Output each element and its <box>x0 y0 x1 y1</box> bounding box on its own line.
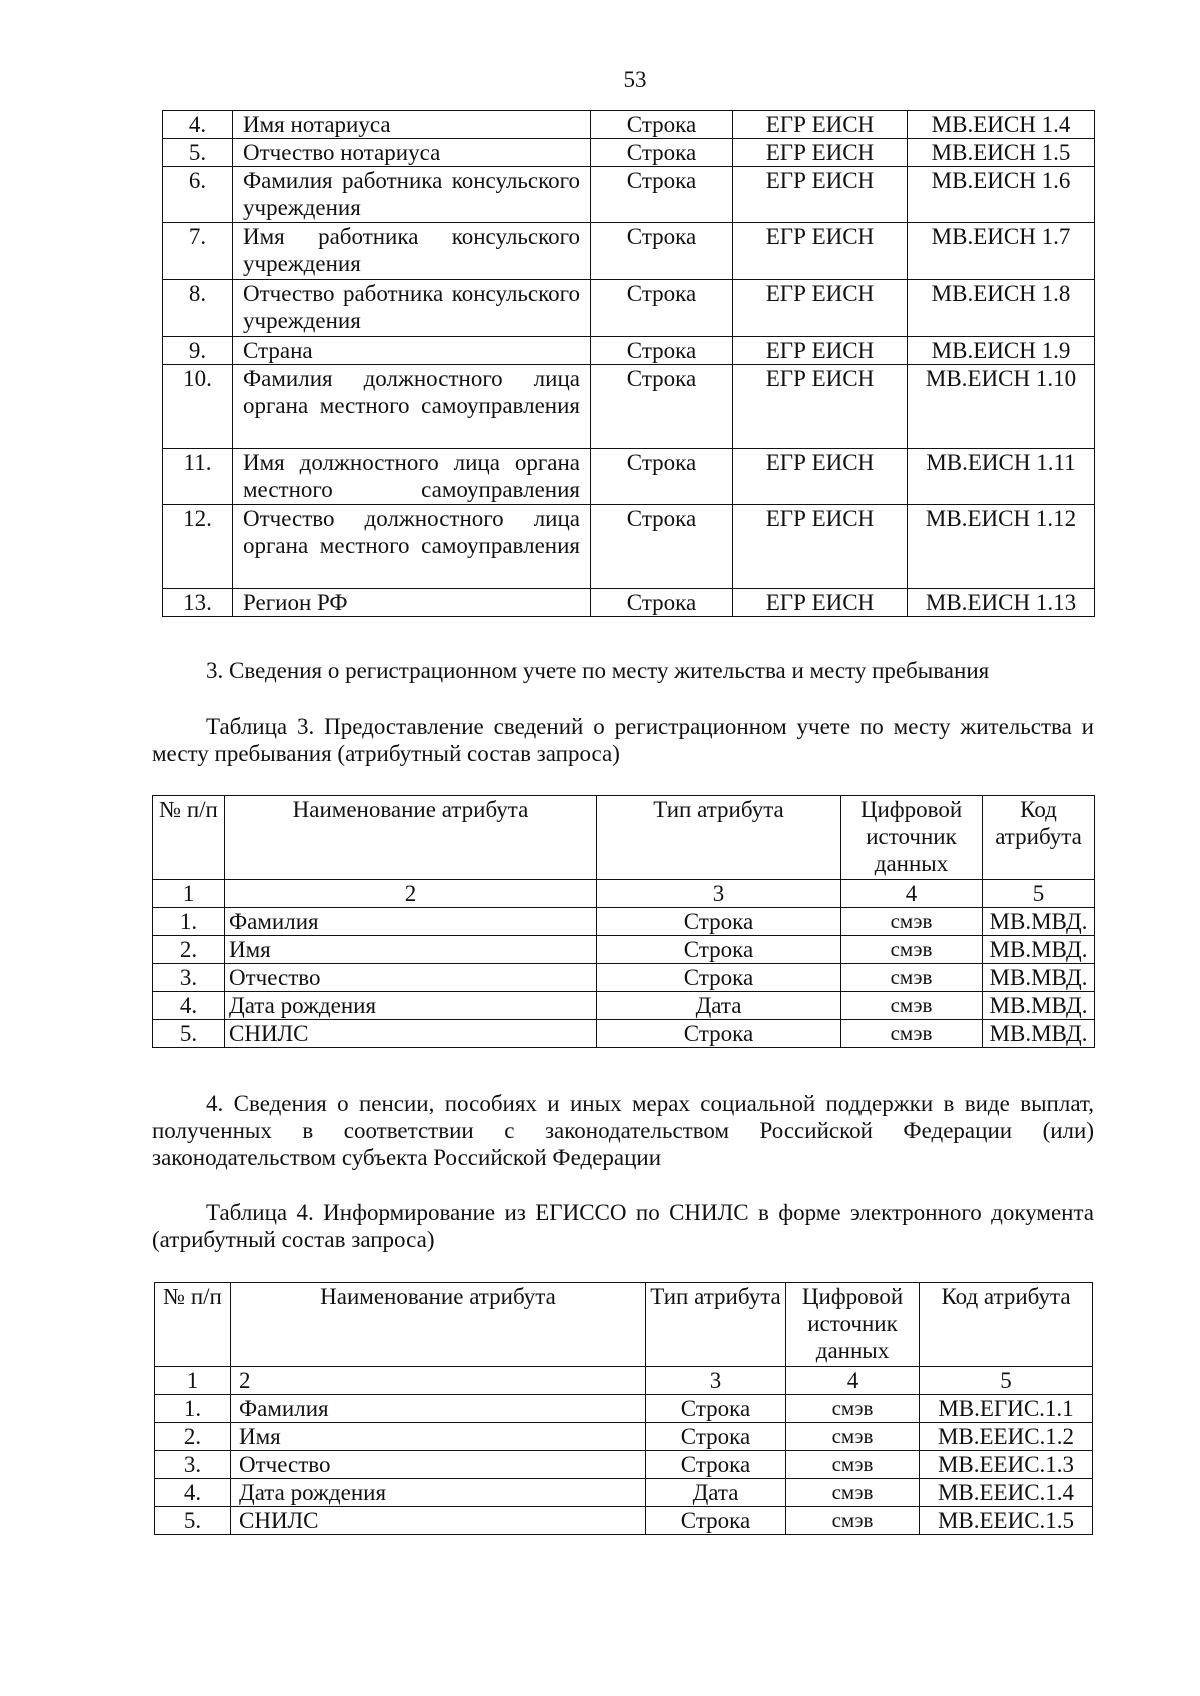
attribute-code: МВ.ЕИСН 1.8 <box>908 280 1095 337</box>
row-number: 8. <box>163 280 233 337</box>
attribute-code: МВ.МВД. <box>983 908 1095 936</box>
attribute-name: Отчество <box>225 964 597 992</box>
attribute-code: МВ.ЕИСН 1.7 <box>908 223 1095 280</box>
attribute-name: Регион РФ <box>233 589 591 617</box>
table-row <box>163 139 1095 167</box>
data-source: смэв <box>786 1423 920 1451</box>
attribute-name: Фамилия <box>231 1395 646 1423</box>
data-source: ЕГР ЕИСН <box>733 167 908 223</box>
column-number: 4 <box>786 1367 920 1395</box>
row-number: 7. <box>163 223 233 280</box>
attribute-table-continued <box>162 110 1095 617</box>
data-source: ЕГР ЕИСН <box>733 505 908 589</box>
header-code: Код атрибута <box>920 1283 1093 1367</box>
attribute-name: Имя должностного лица органа местного самоуправления <box>233 449 591 505</box>
table-4-caption: Таблица 4. Информирование из ЕГИССО по СНИЛС в форме электронного документа (атрибутный состав запроса) <box>152 1200 1094 1252</box>
header-type: Тип атрибута <box>646 1283 786 1367</box>
data-source: смэв <box>786 1395 920 1423</box>
attribute-code: МВ.ЕИСН 1.13 <box>908 589 1095 617</box>
data-source: ЕГР ЕИСН <box>733 111 908 139</box>
row-number: 3. <box>153 964 225 992</box>
row-number: 13. <box>163 589 233 617</box>
attribute-type: Строка <box>591 280 733 337</box>
row-number: 12. <box>163 505 233 589</box>
table-row <box>163 167 1095 223</box>
header-number: № п/п <box>155 1283 231 1367</box>
section-3-heading: 3. Сведения о регистрационном учете по месту жительства и месту пребывания <box>206 658 990 683</box>
row-number: 9. <box>163 337 233 365</box>
row-number: 4. <box>155 1479 231 1507</box>
data-source: смэв <box>841 1020 983 1048</box>
table-row <box>155 1451 1093 1479</box>
page-number: 53 <box>623 67 647 92</box>
table-row <box>163 505 1095 589</box>
attribute-name: Дата рождения <box>225 992 597 1020</box>
attribute-type: Строка <box>591 505 733 589</box>
table-row <box>155 1479 1093 1507</box>
table-row <box>163 223 1095 280</box>
row-number: 4. <box>153 992 225 1020</box>
data-source: смэв <box>841 908 983 936</box>
table-row <box>153 992 1095 1020</box>
table-4 <box>154 1282 1093 1535</box>
column-number: 4 <box>841 880 983 908</box>
table-row <box>155 1395 1093 1423</box>
table-row <box>163 589 1095 617</box>
column-number: 1 <box>153 880 225 908</box>
table-header-row <box>153 796 1095 880</box>
row-number: 3. <box>155 1451 231 1479</box>
row-number: 5. <box>155 1507 231 1535</box>
header-name: Наименование атрибута <box>231 1283 646 1367</box>
data-source: смэв <box>786 1479 920 1507</box>
attribute-code: МВ.ЕЕИС.1.3 <box>920 1451 1093 1479</box>
attribute-type: Дата <box>597 992 841 1020</box>
attribute-code: МВ.МВД. <box>983 964 1095 992</box>
column-number: 2 <box>225 880 597 908</box>
attribute-type: Строка <box>591 167 733 223</box>
table-row <box>153 908 1095 936</box>
attribute-type: Дата <box>646 1479 786 1507</box>
row-number: 2. <box>155 1423 231 1451</box>
column-number: 5 <box>920 1367 1093 1395</box>
table-row <box>153 936 1095 964</box>
attribute-name: Дата рождения <box>231 1479 646 1507</box>
column-number: 5 <box>983 880 1095 908</box>
header-type: Тип атрибута <box>597 796 841 880</box>
attribute-code: МВ.ЕЕИС.1.4 <box>920 1479 1093 1507</box>
column-number: 3 <box>597 880 841 908</box>
header-source: Цифровой источник данных <box>841 796 983 880</box>
data-source: ЕГР ЕИСН <box>733 280 908 337</box>
attribute-type: Строка <box>597 1020 841 1048</box>
attribute-name: Фамилия работника консульского учреждения <box>233 167 591 223</box>
attribute-name: Имя <box>225 936 597 964</box>
attribute-name: Имя <box>231 1423 646 1451</box>
header-source: Цифровой источник данных <box>786 1283 920 1367</box>
attribute-name: СНИЛС <box>231 1507 646 1535</box>
attribute-type: Строка <box>591 223 733 280</box>
data-source: ЕГР ЕИСН <box>733 223 908 280</box>
data-source: ЕГР ЕИСН <box>733 365 908 449</box>
table-row <box>155 1507 1093 1535</box>
column-number: 1 <box>155 1367 231 1395</box>
row-number: 1. <box>153 908 225 936</box>
data-source: смэв <box>841 992 983 1020</box>
attribute-code: МВ.ЕГИС.1.1 <box>920 1395 1093 1423</box>
attribute-name: Имя нотариуса <box>233 111 591 139</box>
data-source: смэв <box>786 1507 920 1535</box>
attribute-type: Строка <box>646 1395 786 1423</box>
table-row <box>163 449 1095 505</box>
table-header-row <box>155 1283 1093 1367</box>
data-source: смэв <box>786 1451 920 1479</box>
header-name: Наименование атрибута <box>225 796 597 880</box>
attribute-code: МВ.ЕИСН 1.5 <box>908 139 1095 167</box>
attribute-type: Строка <box>597 964 841 992</box>
attribute-type: Строка <box>591 111 733 139</box>
attribute-name: Отчество <box>231 1451 646 1479</box>
header-code: Код атрибута <box>983 796 1095 880</box>
attribute-name: СНИЛС <box>225 1020 597 1048</box>
attribute-code: МВ.ЕИСН 1.10 <box>908 365 1095 449</box>
attribute-code: МВ.ЕИСН 1.9 <box>908 337 1095 365</box>
attribute-type: Строка <box>591 449 733 505</box>
row-number: 5. <box>153 1020 225 1048</box>
attribute-code: МВ.ЕЕИС.1.2 <box>920 1423 1093 1451</box>
table-3-caption: Таблица 3. Предоставление сведений о регистрационном учете по месту жительства и месту пребывания (атрибутный состав запроса) <box>152 714 1094 766</box>
data-source: ЕГР ЕИСН <box>733 589 908 617</box>
row-number: 11. <box>163 449 233 505</box>
data-source: смэв <box>841 964 983 992</box>
column-number-row <box>155 1367 1093 1395</box>
table-row <box>163 365 1095 449</box>
data-source: ЕГР ЕИСН <box>733 337 908 365</box>
attribute-type: Строка <box>646 1423 786 1451</box>
table-3 <box>152 795 1095 1048</box>
row-number: 2. <box>153 936 225 964</box>
column-number-row <box>153 880 1095 908</box>
row-number: 4. <box>163 111 233 139</box>
data-source: смэв <box>841 936 983 964</box>
header-number: № п/п <box>153 796 225 880</box>
table-row <box>163 337 1095 365</box>
attribute-name: Имя работника консульского учреждения <box>233 223 591 280</box>
data-source: ЕГР ЕИСН <box>733 449 908 505</box>
attribute-type: Строка <box>591 365 733 449</box>
table-row <box>163 280 1095 337</box>
attribute-code: МВ.ЕЕИС.1.5 <box>920 1507 1093 1535</box>
attribute-type: Строка <box>591 337 733 365</box>
attribute-type: Строка <box>597 908 841 936</box>
attribute-type: Строка <box>646 1507 786 1535</box>
section-4-heading: 4. Сведения о пенсии, пособиях и иных мерах социальной поддержки в виде выплат, полученных в соответствии с законодательством Российской Федерации (или) законодательством субъекта Российской Федерации <box>152 1091 1094 1170</box>
attribute-type: Строка <box>591 139 733 167</box>
attribute-code: МВ.ЕИСН 1.11 <box>908 449 1095 505</box>
table-row <box>153 964 1095 992</box>
row-number: 10. <box>163 365 233 449</box>
attribute-name: Страна <box>233 337 591 365</box>
row-number: 5. <box>163 139 233 167</box>
attribute-name: Отчество должностного лица органа местного самоуправления <box>233 505 591 589</box>
row-number: 6. <box>163 167 233 223</box>
column-number: 2 <box>231 1367 646 1395</box>
attribute-type: Строка <box>597 936 841 964</box>
attribute-code: МВ.МВД. <box>983 992 1095 1020</box>
attribute-name: Фамилия <box>225 908 597 936</box>
attribute-type: Строка <box>646 1451 786 1479</box>
column-number: 3 <box>646 1367 786 1395</box>
table-row <box>163 111 1095 139</box>
attribute-name: Отчество работника консульского учреждения <box>233 280 591 337</box>
attribute-name: Отчество нотариуса <box>233 139 591 167</box>
attribute-name: Фамилия должностного лица органа местного самоуправления <box>233 365 591 449</box>
row-number: 1. <box>155 1395 231 1423</box>
attribute-code: МВ.ЕИСН 1.4 <box>908 111 1095 139</box>
attribute-type: Строка <box>591 589 733 617</box>
attribute-code: МВ.МВД. <box>983 936 1095 964</box>
attribute-code: МВ.МВД. <box>983 1020 1095 1048</box>
attribute-code: МВ.ЕИСН 1.6 <box>908 167 1095 223</box>
table-row <box>155 1423 1093 1451</box>
data-source: ЕГР ЕИСН <box>733 139 908 167</box>
attribute-code: МВ.ЕИСН 1.12 <box>908 505 1095 589</box>
table-row <box>153 1020 1095 1048</box>
